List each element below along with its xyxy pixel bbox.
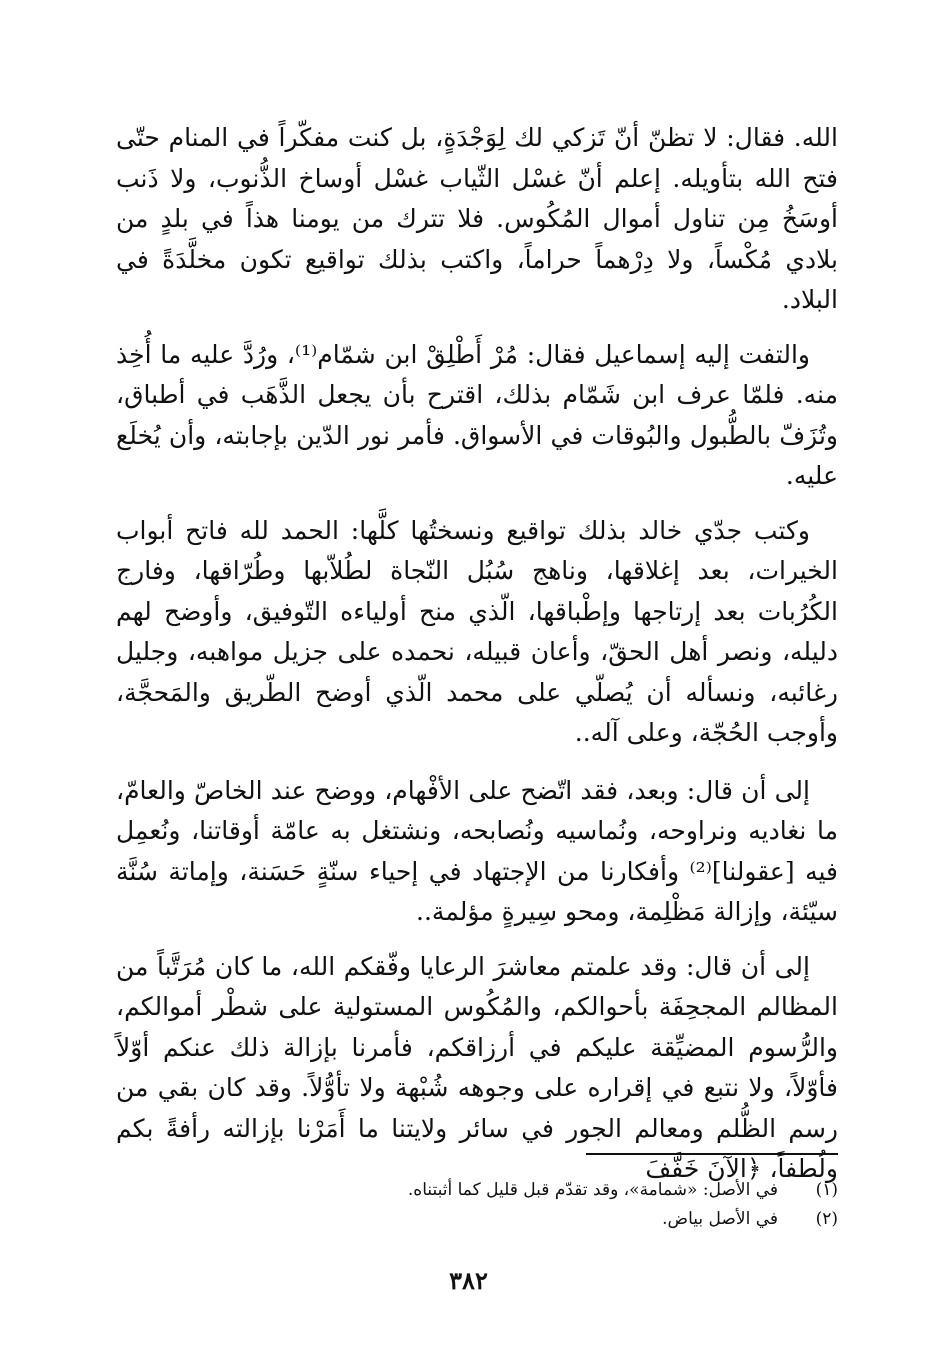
paragraph-3: وكتب جدّي خالد بذلك تواقيع ونسختُها كلَّها: الحمد لله فاتح أبواب الخيرات، بعد إغلاقها، وناهج سُبُل النّجاة لطُلاّبها وطُرّاقها، وفارج الكُرُبات بعد إرتاجها وإطْباقها، الّذي منح أولياءه التّوفيق، وأوضح لهم دليله، ونصر أهل الحقّ، وأعان قبيله، نحمده على جزيل مواهبه، وجليل رغائبه، ونسأله أن يُصلّي على محمد الّذي أوضح الطّريق والمَحجَّة، وأوجب الحُجّة، وعلى آله.. xyxy=(116,515,838,747)
footnote-number: (١) xyxy=(815,1180,838,1200)
footnote-1 xyxy=(238,1176,838,1205)
footnote-text: في الأصل بياض. xyxy=(662,1209,778,1229)
footnotes xyxy=(238,1176,838,1234)
footnote-divider xyxy=(586,1153,838,1155)
footnote-text: في الأصل: «شمامة»، وقد تقدّم قبل قليل كما أثبتناه. xyxy=(407,1180,778,1200)
page-body xyxy=(116,118,838,1190)
paragraph-1: الله. فقال: لا تظنّ أنّ تَزكي لك لِوَجْدَةٍ، بل كنت مفكّراً في المنام حتّى فتح الله بتأويله. إعلم أنّ غسْل الثّياب غسْل أوساخ الذُّنوب، ولا ذَنب أوسَخُ مِن تناول أموال المُكُوس. فلا تترك من يومنا هذاً في بلدٍ من بلادي مُكْساً، ولا دِرْهماً حراماً، واكتب بذلك تواقيع تكون مخلَّدَةً في البلاد. xyxy=(116,123,838,314)
paragraph-4: إلى أن قال: وبعد، فقد اتّضح على الأفْهام، ووضح عند الخاصّ والعامّ، ما نغاديه ونراوحه، ونُماسيه ونُصابحه، ونشتغل به عامّة أوقاتنا، ونُعمِل فيه [عقولنا]⁽²⁾ وأفكارنا من الإجتهاد في إحياء سنّةٍ حَسَنة، وإماتة سُنَّة سيّئة، وإزالة مَظْلِمة، ومحو سِيرةٍ مؤلمة.. xyxy=(116,775,839,926)
footnote-number: (٢) xyxy=(815,1209,838,1229)
paragraph-2: والتفت إليه إسماعيل فقال: مُرْ أَطْلِقْ ابن شمّام⁽¹⁾، ورُدَّ عليه ما أُخِذ منه. فلمّا عرف ابن شَمّام بذلك، اقترح بأن يجعل الذَّهَب في أطباق، وتُزَفّ بالطُّبول والبُوقات في الأسواق. فأمر نور الدّين بإجابته، وأن يُخلَع عليه. xyxy=(116,339,839,490)
paragraph-5: إلى أن قال: وقد علمتم معاشرَ الرعايا وفّقكم الله، ما كان مُرَتَّباً من المظالم المجحِفَة بأحوالكم، والمُكُوس المستولية على شطْر أموالكم، والرُّسوم المضيِّقة عليكم في أرزاقكم، فأمرنا بإزالة ذلك عنكم أوّلاً فأوّلاً، ولا نتبع في إقراره على وجوهه شُبْهة ولا تأوُّلاً. وقد كان بقي من رسم الظُّلم ومعالم الجور في سائر ولايتنا ما أَمَرْنا بإزالته رأفةً بكم ولُطفاً، ﴿الآنَ خَفَّفَ xyxy=(116,951,838,1183)
footnote-2 xyxy=(238,1205,838,1234)
page-number: ٣٨٢ xyxy=(449,1266,488,1295)
